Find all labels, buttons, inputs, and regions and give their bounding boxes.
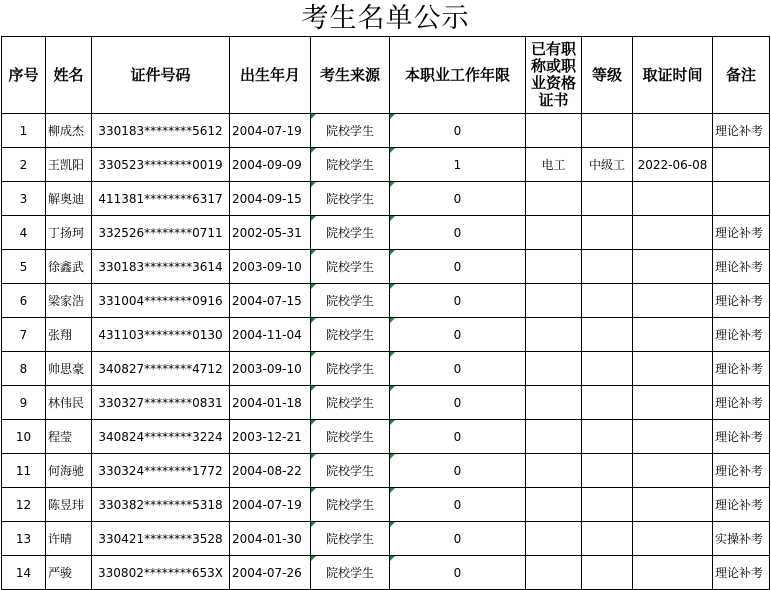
cell-no-text: 3 [19,191,28,206]
cell-no [2,488,46,522]
cell-no-text: 12 [15,497,32,512]
table-row [2,386,770,420]
cell-source [311,318,390,352]
cell-marker-icon [311,352,316,357]
cell-name [46,216,92,250]
cell-cert [526,488,582,522]
cell-date [633,488,713,522]
cell-id [92,284,230,318]
cell-note-text: 理论补考 [715,124,764,138]
cell-no [2,182,46,216]
cell-cert [526,386,582,420]
cell-id [92,420,230,454]
cell-marker-icon [390,420,395,425]
table-row [2,454,770,488]
cell-id [92,522,230,556]
cell-birth [230,114,311,148]
header-name: 姓名 [46,37,92,114]
cell-marker-icon [311,386,316,391]
cell-birth-text: 2003-09-10 [232,361,302,376]
header-years: 本职业工作年限 [390,37,526,114]
table-row [2,420,770,454]
cell-id-text: 340827********4712 [98,361,223,376]
cell-name-text: 张翔 [48,328,73,342]
cell-marker-icon [390,522,395,527]
cell-years-text: 0 [453,259,462,274]
table-row [2,182,770,216]
cell-no-text: 6 [19,293,28,308]
cell-birth-text: 2004-07-26 [232,565,302,580]
cell-date [633,352,713,386]
cell-id-text: 411381********6317 [98,191,223,206]
cell-source-text: 院校学生 [325,328,374,342]
cell-name [46,386,92,420]
cell-birth-text: 2003-12-21 [232,429,302,444]
cell-source [311,522,390,556]
cell-birth [230,556,311,590]
cell-marker-icon [390,148,395,153]
cell-source [311,352,390,386]
cell-source-text: 院校学生 [325,430,374,444]
cell-note-text: 理论补考 [715,226,764,240]
cell-cert [526,318,582,352]
cell-birth [230,488,311,522]
cell-cert [526,250,582,284]
cell-source [311,250,390,284]
cell-birth-text: 2004-09-15 [232,191,302,206]
cell-level [582,114,633,148]
cell-years-text: 0 [453,327,462,342]
cell-note [713,352,770,386]
cell-years-text: 0 [453,191,462,206]
cell-id-text: 330421********3528 [98,531,223,546]
cell-no-text: 4 [19,225,28,240]
cell-source [311,488,390,522]
cell-id-text: 330802********653X [98,565,223,580]
cell-birth-text: 2004-01-30 [232,531,302,546]
table-row [2,488,770,522]
cell-marker-icon [390,114,395,119]
header-note: 备注 [713,37,770,114]
cell-marker-icon [311,454,316,459]
cell-note [713,182,770,216]
cell-id [92,182,230,216]
cell-birth [230,284,311,318]
cell-years [390,454,526,488]
cell-no-text: 13 [15,531,32,546]
cell-level [582,284,633,318]
cell-cert [526,114,582,148]
cell-marker-icon [390,250,395,255]
cell-marker-icon [311,250,316,255]
cell-source [311,420,390,454]
cell-birth [230,386,311,420]
cell-name-text: 何海驰 [48,464,85,478]
cell-birth [230,352,311,386]
cell-years-text: 0 [453,497,462,512]
cell-no [2,284,46,318]
cell-id [92,352,230,386]
cell-no-text: 5 [19,259,28,274]
cell-id [92,488,230,522]
cell-no-text: 10 [15,429,32,444]
cell-id [92,318,230,352]
cell-no [2,114,46,148]
cell-name [46,284,92,318]
cell-date [633,182,713,216]
cell-years [390,250,526,284]
cell-marker-icon [311,488,316,493]
cell-years-text: 0 [453,565,462,580]
header-row [2,37,770,114]
cell-source [311,284,390,318]
cell-years-text: 1 [453,157,462,172]
cell-note-text: 理论补考 [715,498,764,512]
cell-years-text: 0 [453,293,462,308]
cell-source-text: 院校学生 [325,566,374,580]
cell-name-text: 程莹 [48,430,73,444]
cell-birth [230,420,311,454]
cell-id [92,386,230,420]
cell-source-text: 院校学生 [325,464,374,478]
cell-id-text: 330523********0019 [98,157,223,172]
cell-source-text: 院校学生 [325,260,374,274]
cell-id-text: 330327********0831 [98,395,223,410]
cell-date [633,318,713,352]
cell-note-text: 理论补考 [715,396,764,410]
cell-source [311,556,390,590]
cell-note-text: 理论补考 [715,294,764,308]
cell-no-text: 11 [15,463,32,478]
cell-source-text: 院校学生 [325,362,374,376]
cell-date [633,148,713,182]
cell-years [390,352,526,386]
cell-id [92,216,230,250]
cell-date [633,386,713,420]
cell-no-text: 14 [15,565,32,580]
cell-date-text: 2022-06-08 [637,157,708,172]
cell-marker-icon [390,182,395,187]
cell-name [46,250,92,284]
table-row [2,556,770,590]
header-level: 等级 [582,37,633,114]
cell-date [633,216,713,250]
cell-name [46,114,92,148]
cell-birth-text: 2002-05-31 [232,225,302,240]
cell-marker-icon [311,114,316,119]
cell-birth-text: 2004-07-19 [232,123,302,138]
cell-cert [526,284,582,318]
cell-name-text: 解奥迪 [48,192,85,206]
cell-years-text: 0 [453,361,462,376]
cell-level [582,386,633,420]
cell-id [92,556,230,590]
cell-cert [526,522,582,556]
cell-marker-icon [311,182,316,187]
cell-name [46,522,92,556]
cell-birth [230,522,311,556]
cell-birth-text: 2004-01-18 [232,395,302,410]
cell-note [713,284,770,318]
cell-years-text: 0 [453,123,462,138]
cell-no [2,148,46,182]
cell-name-text: 王凯阳 [48,158,85,172]
cell-no [2,318,46,352]
cell-name [46,148,92,182]
cell-id-text: 330183********5612 [98,123,223,138]
cell-level [582,148,633,182]
cell-marker-icon [390,454,395,459]
header-cert: 已有职称或职业资格证书 [526,37,582,114]
cell-name-text: 丁扬珂 [48,226,85,240]
table-row [2,114,770,148]
cell-marker-icon [390,488,395,493]
cell-birth [230,216,311,250]
cell-no-text: 8 [19,361,28,376]
cell-date [633,522,713,556]
cell-level [582,454,633,488]
header-id: 证件号码 [92,37,230,114]
cell-birth [230,182,311,216]
cell-name-text: 帅思豪 [48,362,85,376]
cell-level [582,352,633,386]
cell-marker-icon [390,386,395,391]
cell-source [311,114,390,148]
cell-birth [230,454,311,488]
cell-years-text: 0 [453,429,462,444]
table-row [2,216,770,250]
header-no: 序号 [2,37,46,114]
cell-source [311,216,390,250]
cell-no [2,556,46,590]
cell-source-text: 院校学生 [325,124,374,138]
cell-note-text: 理论补考 [715,362,764,376]
cell-note-text: 理论补考 [715,566,764,580]
cell-years [390,420,526,454]
cell-years [390,522,526,556]
cell-note [713,488,770,522]
cell-date [633,420,713,454]
cell-source-text: 院校学生 [325,192,374,206]
cell-note-text: 实操补考 [715,532,764,546]
cell-birth-text: 2004-08-22 [232,463,302,478]
cell-no [2,420,46,454]
cell-years [390,284,526,318]
cell-birth [230,250,311,284]
cell-date [633,284,713,318]
table-row [2,352,770,386]
cell-years [390,556,526,590]
cell-note [713,454,770,488]
cell-id [92,454,230,488]
cell-note [713,318,770,352]
cell-source-text: 院校学生 [325,498,374,512]
cell-level [582,556,633,590]
candidate-table [1,36,770,590]
cell-cert [526,352,582,386]
cell-id [92,250,230,284]
cell-marker-icon [390,318,395,323]
cell-cert-text: 电工 [541,158,566,172]
cell-date [633,454,713,488]
page-title: 考生名单公示 [301,3,470,34]
cell-source [311,148,390,182]
table-row [2,250,770,284]
cell-level-text: 中级工 [588,158,625,172]
header-source: 考生来源 [311,37,390,114]
cell-years [390,318,526,352]
cell-id [92,148,230,182]
cell-marker-icon [311,216,316,221]
cell-level [582,420,633,454]
cell-cert [526,454,582,488]
cell-marker-icon [390,352,395,357]
cell-name-text: 徐鑫武 [48,260,85,274]
cell-level [582,182,633,216]
cell-cert [526,182,582,216]
cell-id-text: 331004********0916 [98,293,223,308]
cell-level [582,250,633,284]
cell-level [582,522,633,556]
cell-name [46,318,92,352]
cell-level [582,216,633,250]
cell-name-text: 梁家浩 [48,294,85,308]
cell-years-text: 0 [453,395,462,410]
cell-note-text: 理论补考 [715,328,764,342]
cell-name [46,556,92,590]
cell-level [582,318,633,352]
cell-note-text: 理论补考 [715,464,764,478]
cell-name-text: 陈昱玮 [48,498,85,512]
cell-level [582,488,633,522]
header-birth: 出生年月 [230,37,311,114]
cell-marker-icon [311,284,316,289]
cell-years-text: 0 [453,463,462,478]
cell-years [390,114,526,148]
cell-no-text: 9 [19,395,28,410]
cell-source [311,386,390,420]
cell-years-text: 0 [453,225,462,240]
cell-note [713,420,770,454]
cell-note [713,114,770,148]
cell-birth-text: 2004-07-19 [232,497,302,512]
cell-no [2,250,46,284]
cell-marker-icon [390,284,395,289]
cell-note-text: 理论补考 [715,430,764,444]
cell-marker-icon [311,420,316,425]
cell-name-text: 严骏 [48,566,73,580]
cell-birth-text: 2004-07-15 [232,293,302,308]
cell-years [390,216,526,250]
cell-marker-icon [311,148,316,153]
cell-years [390,148,526,182]
cell-no [2,522,46,556]
cell-note [713,148,770,182]
cell-note [713,386,770,420]
cell-id [92,114,230,148]
cell-date [633,250,713,284]
cell-marker-icon [390,216,395,221]
cell-name [46,352,92,386]
cell-birth-text: 2004-09-09 [232,157,302,172]
cell-note-text: 理论补考 [715,260,764,274]
cell-years [390,488,526,522]
cell-date [633,114,713,148]
cell-years-text: 0 [453,531,462,546]
cell-cert [526,216,582,250]
cell-cert [526,420,582,454]
table-row [2,284,770,318]
cell-marker-icon [311,318,316,323]
cell-source-text: 院校学生 [325,294,374,308]
cell-id-text: 330183********3614 [98,259,223,274]
cell-name-text: 许晴 [48,532,73,546]
cell-source-text: 院校学生 [325,158,374,172]
cell-marker-icon [390,556,395,561]
cell-name [46,182,92,216]
cell-years [390,182,526,216]
cell-cert [526,556,582,590]
cell-birth-text: 2003-09-10 [232,259,302,274]
cell-name-text: 柳成杰 [48,124,85,138]
cell-marker-icon [311,556,316,561]
cell-source-text: 院校学生 [325,226,374,240]
cell-id-text: 340824********3224 [98,429,223,444]
cell-note [713,522,770,556]
cell-no-text: 1 [19,123,28,138]
cell-years [390,386,526,420]
cell-id-text: 332526********0711 [98,225,223,240]
cell-no-text: 2 [19,157,28,172]
cell-birth [230,148,311,182]
cell-name [46,454,92,488]
cell-source-text: 院校学生 [325,396,374,410]
table-row [2,148,770,182]
cell-no-text: 7 [19,327,28,342]
cell-birth-text: 2004-11-04 [232,327,302,342]
cell-name-text: 林伟民 [48,396,85,410]
cell-no [2,352,46,386]
cell-note [713,250,770,284]
table-row [2,522,770,556]
cell-no [2,454,46,488]
header-date: 取证时间 [633,37,713,114]
cell-id-text: 431103********0130 [98,327,223,342]
cell-source [311,454,390,488]
cell-id-text: 330382********5318 [98,497,223,512]
cell-note [713,216,770,250]
cell-source-text: 院校学生 [325,532,374,546]
cell-marker-icon [311,522,316,527]
cell-birth [230,318,311,352]
cell-cert [526,148,582,182]
cell-note [713,556,770,590]
table-row [2,318,770,352]
cell-no [2,216,46,250]
cell-date [633,556,713,590]
cell-name [46,488,92,522]
cell-no [2,386,46,420]
cell-name [46,420,92,454]
cell-id-text: 330324********1772 [98,463,223,478]
cell-source [311,182,390,216]
